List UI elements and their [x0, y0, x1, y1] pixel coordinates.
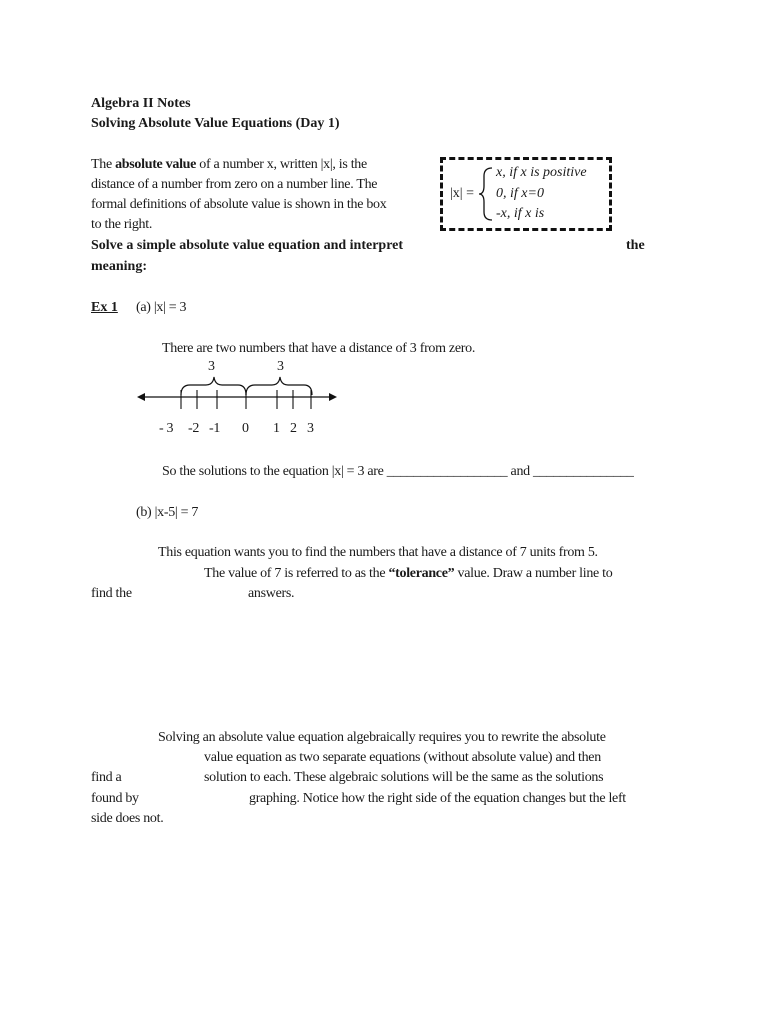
tick-label-neg3: - 3	[159, 421, 174, 436]
example-1-label: Ex 1	[91, 300, 118, 315]
objective-line-1: Solve a simple absolute value equation and interpret	[91, 238, 404, 253]
algebraic-line-1: Solving an absolute value equation algebraically requires you to rewrite the absolute	[158, 730, 606, 745]
document-course-title: Algebra II Notes	[91, 96, 191, 111]
intro-line-1	[91, 155, 367, 175]
definition-case-positive	[496, 163, 587, 183]
algebraic-line-3-left: find a	[91, 770, 122, 785]
tolerance-term: “tolerance”	[388, 566, 455, 581]
definition-case-zero	[496, 184, 544, 204]
example-1b-line-1: This equation wants you to find the numbers that have a distance of 7 units from 5.	[158, 545, 598, 560]
absolute-value-term: absolute value	[115, 157, 197, 172]
left-distance-brace	[181, 377, 246, 395]
tick-label-3: 3	[307, 421, 314, 436]
tick-label-0: 0	[242, 421, 249, 436]
definition-lhs: |x| =	[450, 186, 475, 201]
right-distance-brace	[246, 377, 312, 395]
definition-case-negative	[496, 204, 544, 224]
algebraic-line-5: side does not.	[91, 811, 164, 826]
tick-label-neg1: -1	[209, 421, 221, 436]
example-1b-equation: (b) |x-5| = 7	[136, 505, 199, 520]
example-1a-equation: (a) |x| = 3	[136, 300, 187, 315]
example-1a-explanation: There are two numbers that have a distance of 3 from zero.	[162, 341, 476, 356]
definition-case-negative-text: -x, if x is	[496, 206, 545, 221]
intro-line-3: formal definitions of absolute value is shown in the box	[91, 197, 387, 212]
tick-label-1: 1	[273, 421, 280, 436]
example-1b-line-2	[204, 564, 612, 584]
intro-line-1-pre: The	[91, 157, 116, 172]
number-line-right-arrow	[329, 393, 337, 401]
example-1b-line-2-post: value. Draw a number line to	[454, 566, 613, 581]
intro-line-2: distance of a number from zero on a number line. The	[91, 177, 378, 192]
document-topic-title: Solving Absolute Value Equations (Day 1)	[91, 116, 340, 131]
algebraic-line-2: value equation as two separate equations (without absolute value) and then	[204, 750, 601, 765]
definition-case-zero-text: 0, if x=0	[496, 186, 544, 201]
tick-label-2: 2	[290, 421, 297, 436]
definition-case-positive-text: x, if x is positive	[496, 165, 587, 180]
algebraic-line-3-right: solution to each. These algebraic solutions will be the same as the solutions	[204, 770, 604, 785]
brace-left-label: 3	[208, 359, 215, 374]
tick-label-neg2: -2	[188, 421, 200, 436]
example-1b-line-3-left: find the	[91, 586, 132, 601]
objective-line-2: meaning:	[91, 259, 147, 274]
algebraic-line-4-left: found by	[91, 791, 139, 806]
brace-right-label: 3	[277, 359, 284, 374]
algebraic-line-4-right: graphing. Notice how the right side of the equation changes but the left	[249, 791, 626, 806]
number-line-left-arrow	[137, 393, 145, 401]
intro-line-4: to the right.	[91, 217, 153, 232]
intro-line-1-post: of a number x, written |x|, is the	[196, 157, 367, 172]
example-1b-line-2-pre: The value of 7 is referred to as the	[204, 566, 389, 581]
objective-line-1-right: the	[626, 238, 645, 253]
example-1b-line-3-right: answers.	[248, 586, 295, 601]
example-1a-solutions-prompt: So the solutions to the equation |x| = 3 are __________________ and _______________	[162, 464, 634, 479]
